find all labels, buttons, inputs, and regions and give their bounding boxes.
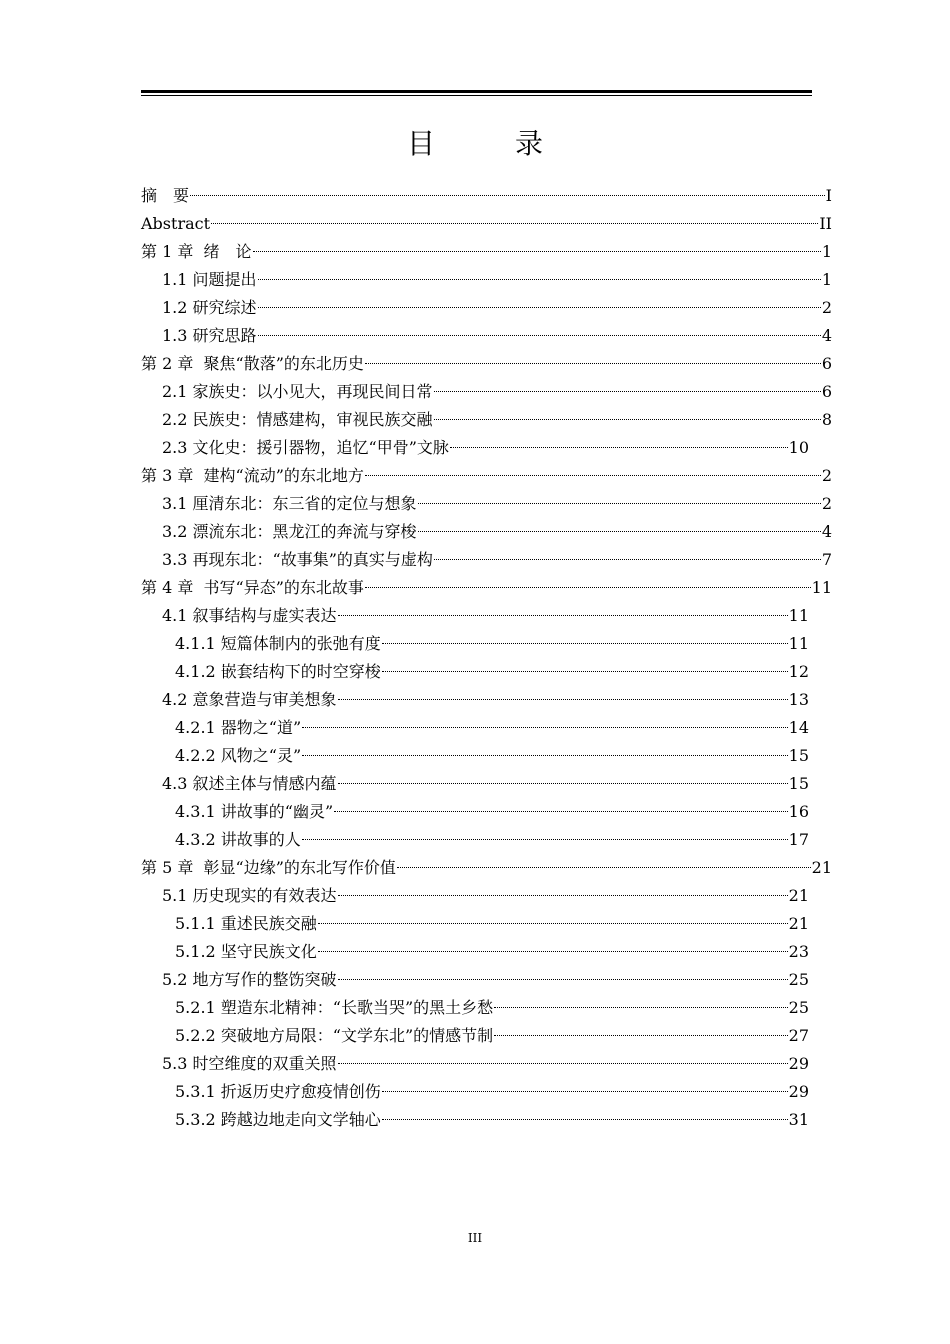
toc-entry-label: 3.2 漂流东北：黑龙江的奔流与穿梭 bbox=[162, 522, 417, 541]
toc-entry-label: Abstract bbox=[141, 214, 211, 233]
toc-entry[interactable] bbox=[162, 322, 832, 350]
toc-entry-label: 5.2 地方写作的整饬突破 bbox=[162, 970, 337, 989]
toc-entry[interactable] bbox=[162, 378, 832, 406]
toc-leader-dots bbox=[397, 866, 811, 868]
toc-entry-page: 14 bbox=[788, 718, 809, 737]
toc-entry[interactable] bbox=[175, 1106, 809, 1134]
toc-entry-page: 6 bbox=[821, 354, 832, 373]
toc-entry-label: 第 4 章 书写“异态”的东北故事 bbox=[141, 578, 364, 597]
toc-entry[interactable] bbox=[175, 994, 809, 1022]
toc-entry-label: 第 5 章 彰显“边缘”的东北写作价值 bbox=[141, 858, 396, 877]
toc-entry[interactable] bbox=[162, 266, 832, 294]
toc-entry[interactable] bbox=[141, 210, 832, 238]
toc-entry-page: 10 bbox=[788, 438, 809, 457]
page-title: 目 录 bbox=[406, 127, 569, 160]
toc-leader-dots bbox=[211, 222, 818, 224]
toc-entry-page: 11 bbox=[811, 578, 832, 597]
toc-entry-page: 27 bbox=[788, 1026, 809, 1045]
toc-entry[interactable] bbox=[141, 238, 832, 266]
toc-entry-page: 11 bbox=[788, 634, 809, 653]
toc-entry-label: 2.1 家族史：以小见大，再现民间日常 bbox=[162, 382, 433, 401]
toc-entry-label: 3.3 再现东北：“故事集”的真实与虚构 bbox=[162, 550, 433, 569]
toc-entry[interactable] bbox=[141, 574, 832, 602]
toc-leader-dots bbox=[338, 782, 788, 784]
toc-entry-label: 4.2 意象营造与审美想象 bbox=[162, 690, 337, 709]
toc-entry[interactable] bbox=[162, 546, 832, 574]
toc-entry[interactable] bbox=[141, 350, 832, 378]
toc-entry-page: 2 bbox=[821, 466, 832, 485]
toc-entry[interactable] bbox=[141, 182, 832, 210]
toc-entry[interactable] bbox=[175, 826, 809, 854]
table-of-contents bbox=[0, 182, 950, 1134]
toc-entry-page: 11 bbox=[788, 606, 809, 625]
toc-entry-label: 第 2 章 聚焦“散落”的东北历史 bbox=[141, 354, 364, 373]
toc-leader-dots bbox=[494, 1006, 787, 1008]
toc-entry-label: 5.3.1 折返历史疗愈疫情创伤 bbox=[175, 1082, 381, 1101]
toc-leader-dots bbox=[382, 1090, 788, 1092]
toc-entry[interactable] bbox=[162, 434, 809, 462]
toc-leader-dots bbox=[338, 978, 788, 980]
toc-entry-page: 2 bbox=[821, 494, 832, 513]
toc-entry-label: 1.1 问题提出 bbox=[162, 270, 257, 289]
toc-entry-page: 25 bbox=[788, 970, 809, 989]
toc-entry-label: 5.2.1 塑造东北精神：“长歌当哭”的黑土乡愁 bbox=[175, 998, 494, 1017]
toc-entry-label: 5.3.2 跨越边地走向文学轴心 bbox=[175, 1110, 381, 1129]
toc-leader-dots bbox=[382, 642, 788, 644]
toc-entry[interactable] bbox=[175, 742, 809, 770]
toc-leader-dots bbox=[302, 838, 788, 840]
toc-entry-label: 4.3.1 讲故事的“幽灵” bbox=[175, 802, 334, 821]
toc-entry[interactable] bbox=[162, 966, 809, 994]
toc-leader-dots bbox=[434, 390, 821, 392]
toc-entry[interactable] bbox=[141, 462, 832, 490]
toc-leader-dots bbox=[190, 194, 825, 196]
toc-entry-label: 摘 要 bbox=[141, 186, 190, 205]
toc-entry-label: 4.2.1 器物之“道” bbox=[175, 718, 302, 737]
toc-leader-dots bbox=[258, 278, 821, 280]
toc-entry-label: 5.1.2 坚守民族文化 bbox=[175, 942, 317, 961]
toc-entry[interactable] bbox=[175, 938, 809, 966]
toc-entry-label: 第 1 章 绪 论 bbox=[141, 242, 252, 261]
toc-leader-dots bbox=[494, 1034, 787, 1036]
toc-leader-dots bbox=[434, 558, 821, 560]
toc-entry-page: 21 bbox=[811, 858, 832, 877]
toc-entry[interactable] bbox=[175, 714, 809, 742]
toc-entry-label: 2.2 民族史：情感建构，审视民族交融 bbox=[162, 410, 433, 429]
toc-entry-label: 第 3 章 建构“流动”的东北地方 bbox=[141, 466, 364, 485]
toc-entry-label: 4.1 叙事结构与虚实表达 bbox=[162, 606, 337, 625]
toc-leader-dots bbox=[318, 922, 788, 924]
toc-leader-dots bbox=[338, 894, 788, 896]
toc-entry-page: 29 bbox=[788, 1054, 809, 1073]
toc-entry-page: 15 bbox=[788, 746, 809, 765]
page-number: III bbox=[467, 1231, 483, 1245]
toc-entry-label: 2.3 文化史：援引器物，追忆“甲骨”文脉 bbox=[162, 438, 449, 457]
toc-leader-dots bbox=[253, 250, 821, 252]
toc-leader-dots bbox=[450, 446, 788, 448]
toc-leader-dots bbox=[258, 306, 821, 308]
toc-entry[interactable] bbox=[162, 602, 809, 630]
toc-entry[interactable] bbox=[162, 770, 809, 798]
toc-entry-label: 3.1 厘清东北：东三省的定位与想象 bbox=[162, 494, 417, 513]
toc-leader-dots bbox=[334, 810, 787, 812]
toc-entry-page: 31 bbox=[788, 1110, 809, 1129]
toc-entry-label: 4.2.2 风物之“灵” bbox=[175, 746, 302, 765]
toc-entry-page: 16 bbox=[788, 802, 809, 821]
toc-leader-dots bbox=[338, 1062, 788, 1064]
toc-entry-page: 21 bbox=[788, 914, 809, 933]
toc-entry[interactable] bbox=[162, 406, 832, 434]
toc-entry[interactable] bbox=[175, 910, 809, 938]
toc-entry-page: 4 bbox=[821, 522, 832, 541]
toc-entry[interactable] bbox=[175, 1022, 809, 1050]
toc-entry[interactable] bbox=[175, 658, 809, 686]
toc-entry-page: 8 bbox=[821, 410, 832, 429]
toc-leader-dots bbox=[365, 586, 811, 588]
toc-entry[interactable] bbox=[175, 630, 809, 658]
toc-entry[interactable] bbox=[162, 1050, 809, 1078]
toc-entry-label: 5.1 历史现实的有效表达 bbox=[162, 886, 337, 905]
toc-entry-label: 5.1.1 重述民族交融 bbox=[175, 914, 317, 933]
toc-entry-label: 1.2 研究综述 bbox=[162, 298, 257, 317]
toc-entry-label: 5.3 时空维度的双重关照 bbox=[162, 1054, 337, 1073]
toc-entry-page: 6 bbox=[821, 382, 832, 401]
toc-entry[interactable] bbox=[162, 518, 832, 546]
toc-entry[interactable] bbox=[141, 854, 832, 882]
toc-entry-page: 13 bbox=[788, 690, 809, 709]
toc-leader-dots bbox=[365, 362, 821, 364]
toc-entry-page: 4 bbox=[821, 326, 832, 345]
toc-leader-dots bbox=[302, 754, 787, 756]
toc-leader-dots bbox=[338, 614, 788, 616]
toc-leader-dots bbox=[302, 726, 787, 728]
header-rule-thick bbox=[141, 90, 812, 93]
toc-entry[interactable] bbox=[175, 798, 809, 826]
toc-entry[interactable] bbox=[162, 882, 809, 910]
toc-entry-label: 4.3.2 讲故事的人 bbox=[175, 830, 301, 849]
toc-leader-dots bbox=[418, 530, 821, 532]
toc-entry-page: 12 bbox=[788, 662, 809, 681]
toc-entry-page: 1 bbox=[821, 270, 832, 289]
toc-entry-page: 29 bbox=[788, 1082, 809, 1101]
toc-entry-page: 17 bbox=[788, 830, 809, 849]
toc-entry[interactable] bbox=[162, 490, 832, 518]
toc-entry-page: I bbox=[825, 186, 832, 205]
toc-leader-dots bbox=[318, 950, 788, 952]
toc-entry-page: 21 bbox=[788, 886, 809, 905]
toc-entry-page: 1 bbox=[821, 242, 832, 261]
toc-leader-dots bbox=[365, 474, 821, 476]
toc-leader-dots bbox=[434, 418, 821, 420]
toc-entry-page: 15 bbox=[788, 774, 809, 793]
toc-entry[interactable] bbox=[175, 1078, 809, 1106]
toc-entry[interactable] bbox=[162, 294, 832, 322]
toc-entry-label: 1.3 研究思路 bbox=[162, 326, 257, 345]
toc-entry-label: 4.1.2 嵌套结构下的时空穿梭 bbox=[175, 662, 381, 681]
toc-entry-label: 4.3 叙述主体与情感内蕴 bbox=[162, 774, 337, 793]
toc-leader-dots bbox=[418, 502, 821, 504]
toc-entry-label: 5.2.2 突破地方局限：“文学东北”的情感节制 bbox=[175, 1026, 494, 1045]
toc-leader-dots bbox=[382, 670, 788, 672]
toc-entry-page: 25 bbox=[788, 998, 809, 1017]
toc-entry-page: 23 bbox=[788, 942, 809, 961]
header-rule-thin bbox=[141, 95, 812, 96]
toc-leader-dots bbox=[338, 698, 788, 700]
toc-leader-dots bbox=[258, 334, 821, 336]
toc-entry-page: 7 bbox=[821, 550, 832, 569]
toc-entry-label: 4.1.1 短篇体制内的张弛有度 bbox=[175, 634, 381, 653]
toc-leader-dots bbox=[382, 1118, 788, 1120]
toc-entry[interactable] bbox=[162, 686, 809, 714]
toc-entry-page: 2 bbox=[821, 298, 832, 317]
toc-entry-page: II bbox=[819, 214, 832, 233]
